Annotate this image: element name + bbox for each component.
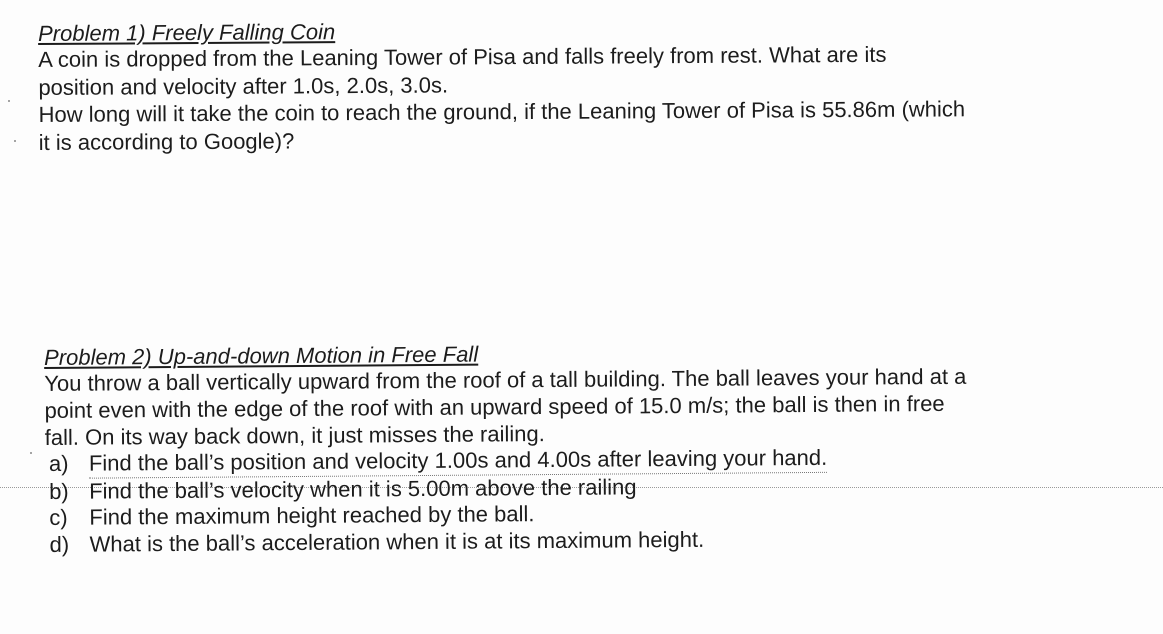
problem-1-text-line: How long will it take the coin to reach the ground, if the Leaning Tower of Pisa is 55.86m (which	[38, 96, 966, 127]
question-marker: c)	[49, 504, 68, 530]
question-text: What is the ball’s acceleration when it is at its maximum height.	[89, 526, 705, 557]
question-marker: a)	[48, 450, 69, 476]
scan-speck	[8, 100, 10, 102]
problem-1-text-line: position and velocity after 1.0s, 2.0s, 3.0s.	[38, 71, 449, 100]
problem-1	[38, 15, 1149, 156]
problem-2-text-line: point even with the edge of the roof with an upward speed of 15.0 m/s; the ball is then in free	[44, 390, 945, 423]
problem-2	[44, 337, 1156, 558]
question-marker: d)	[49, 531, 70, 557]
question-text: Find the ball’s position and velocity 1.00s and 4.00s after leaving your hand.	[89, 445, 827, 478]
scan-speck	[14, 140, 16, 142]
problem-2-question-list	[45, 442, 1156, 558]
problem-2-text-line: fall. On its way back down, it just misses the railing.	[44, 421, 545, 450]
problem-1-title: Problem 1) Freely Falling Coin	[37, 19, 336, 46]
question-text: Find the ball’s velocity when it is 5.00m above the railing	[89, 473, 637, 504]
scan-speck	[30, 452, 32, 454]
problem-2-text-line: You throw a ball vertically upward from the roof of a tall building. The ball leaves your hand at a	[44, 363, 967, 396]
problem-1-text-line: A coin is dropped from the Leaning Tower of Pisa and falls freely from rest. What are its	[38, 41, 887, 72]
problem-2-title: Problem 2) Up-and-down Motion in Free Fall	[43, 341, 479, 370]
question-text: Find the maximum height reached by the ball.	[89, 501, 535, 530]
problem-1-text-line: it is according to Google)?	[38, 127, 295, 155]
question-marker: b)	[49, 478, 69, 504]
